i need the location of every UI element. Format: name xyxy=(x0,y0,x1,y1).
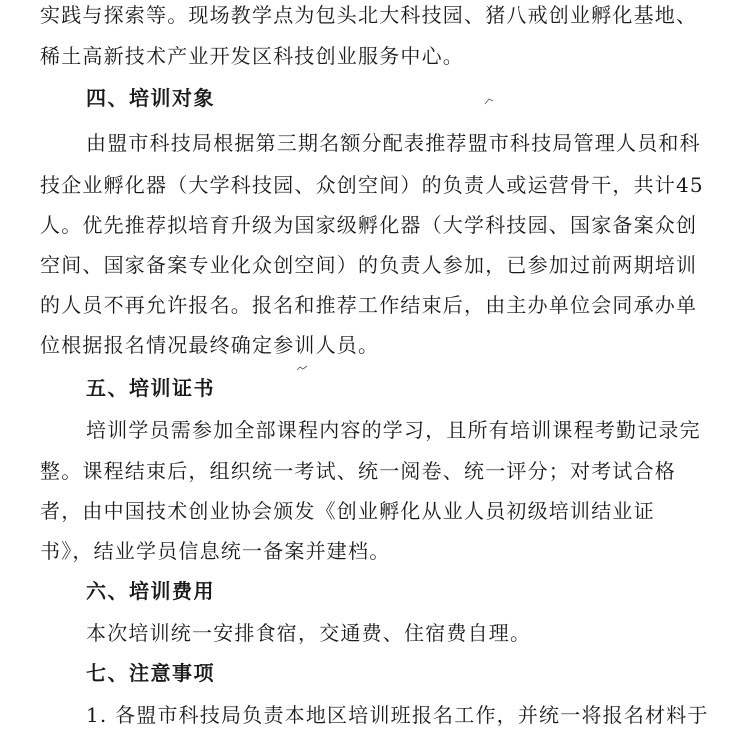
paragraph-line: 技企业孵化器（大学科技园、众创空间）的负责人或运营骨干，共计45 xyxy=(40,173,704,197)
scan-speck-icon xyxy=(296,364,310,372)
paragraph-line: 空间、国家备案专业化众创空间）的负责人参加，已参加过前两期培训 xyxy=(40,253,698,277)
section-heading-training-certificate: 五、培训证书 xyxy=(86,376,215,400)
paragraph-line: 本次培训统一安排食宿，交通费、住宿费自理。 xyxy=(86,621,532,645)
paragraph-line: 由盟市科技局根据第三期名额分配表推荐盟市科技局管理人员和科 xyxy=(86,131,701,155)
paragraph-line: 实践与探索等。现场教学点为包头北大科技园、猪八戒创业孵化基地、 xyxy=(40,3,698,27)
paragraph-line: 者，由中国技术创业协会颁发《创业孵化从业人员初级培训结业证 xyxy=(40,499,655,523)
paragraph-line: 书》，结业学员信息统一备案并建档。 xyxy=(40,539,391,563)
paragraph-line: 培训学员需参加全部课程内容的学习，且所有培训课程考勤记录完 xyxy=(86,418,701,442)
paragraph-line: 整。课程结束后，组织统一考试、统一阅卷、统一评分；对考试合格 xyxy=(40,459,676,483)
paragraph-line: 人。优先推荐拟培育升级为国家级孵化器（大学科技园、国家备案众创 xyxy=(40,213,698,237)
section-heading-training-fees: 六、培训费用 xyxy=(86,579,215,603)
section-heading-notes: 七、注意事项 xyxy=(86,661,215,685)
paragraph-line: 1. 各盟市科技局负责本地区培训班报名工作，并统一将报名材料于 xyxy=(86,703,709,727)
section-heading-training-targets: 四、培训对象 xyxy=(86,86,215,110)
paragraph-line: 位根据报名情况最终确定参训人员。 xyxy=(40,333,380,357)
scan-speck-icon xyxy=(484,97,498,105)
paragraph-line: 稀土高新技术产业开发区科技创业服务中心。 xyxy=(40,44,464,68)
paragraph-line: 的人员不再允许报名。报名和推荐工作结束后，由主办单位会同承办单 xyxy=(40,293,698,317)
